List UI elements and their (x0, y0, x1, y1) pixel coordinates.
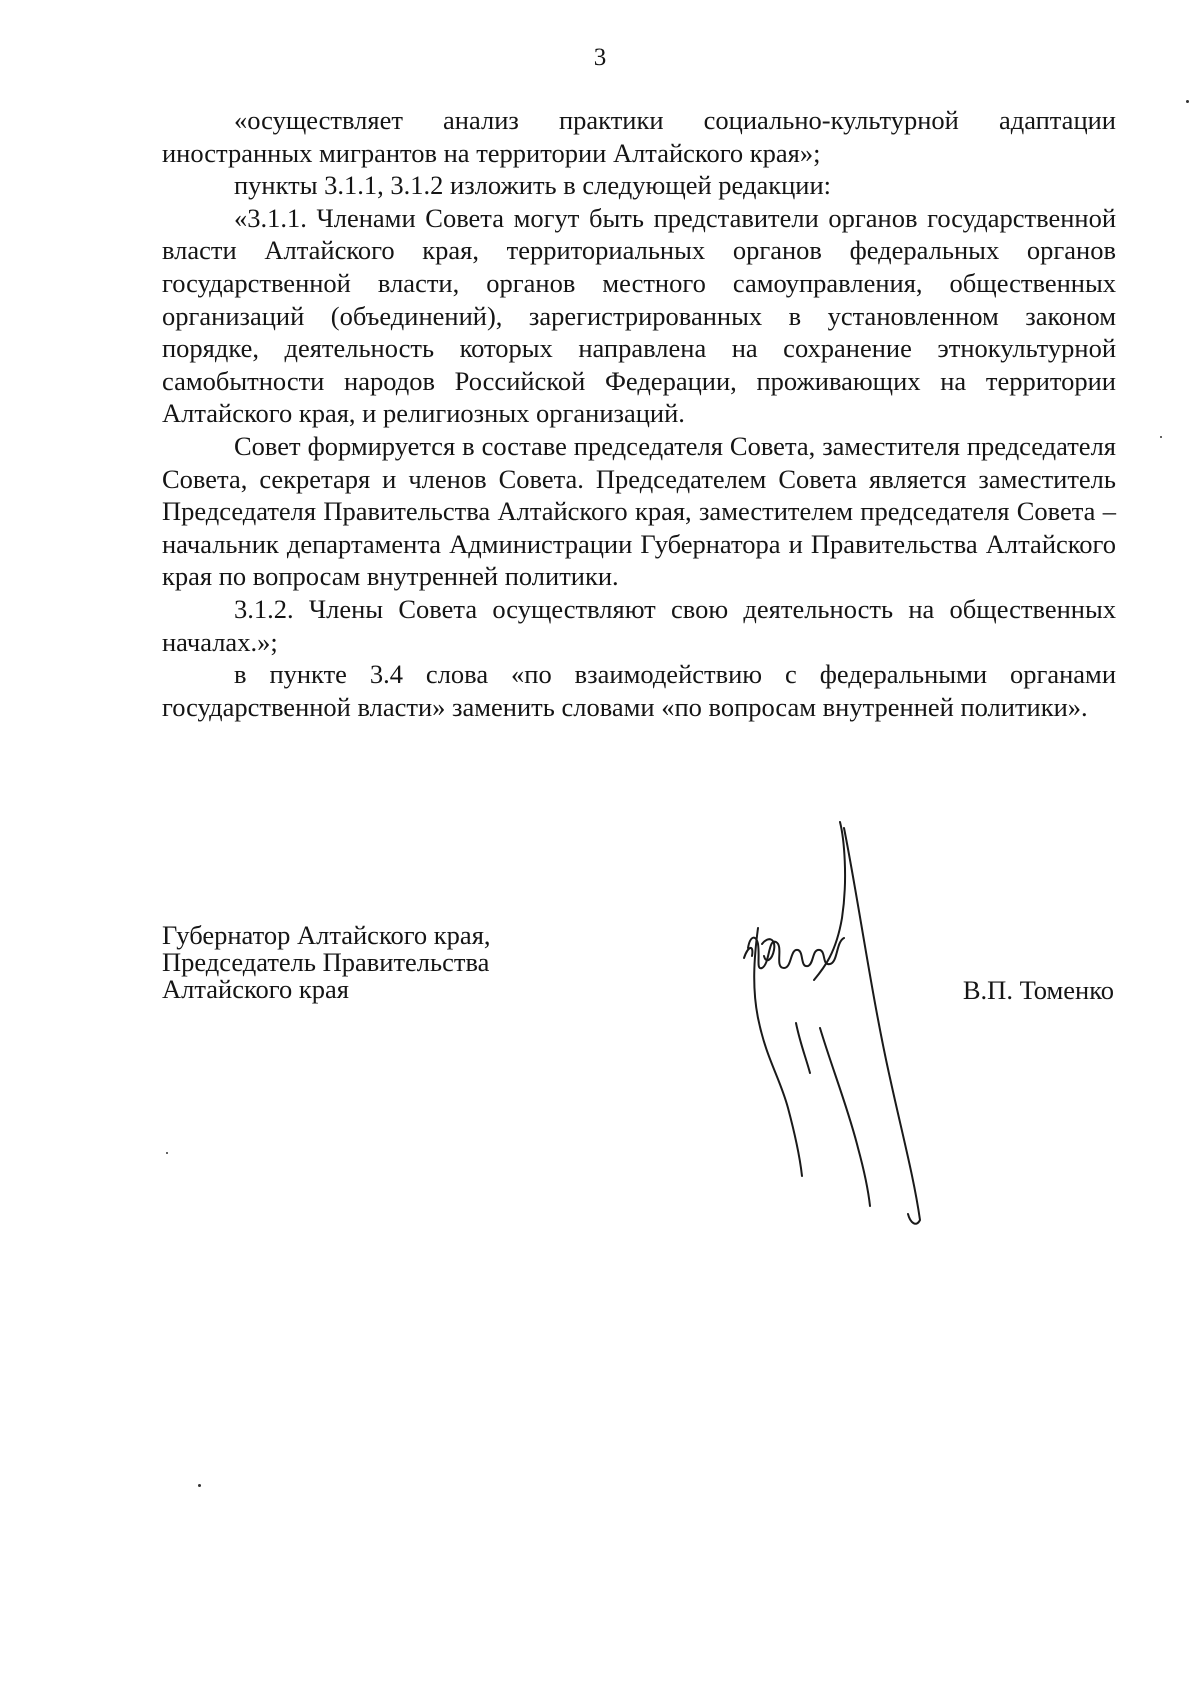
paragraph-points-instruction: пункты 3.1.1, 3.1.2 изложить в следующей редакции: (234, 170, 832, 201)
signatory-title-line: Алтайского края (162, 974, 349, 1004)
paragraph-clause-3-4: в пункте 3.4 слова «по взаимодействию с федеральными органами государственной власти» заменить словами «по вопросам внутренней политики». (162, 659, 1116, 722)
paragraph-clause-3-1-1: «3.1.1. Членами Совета могут быть представители органов государственной власти Алтайского края, территориальных органов федеральных органов государственной власти, органов местного самоуправления, общественных организаций (объединений), зарегистрированных в установленном законом порядке, деятельность которых направлена на сохранение этнокультурной самобытности народов Российской Федерации, проживающих на территории Алтайского края, и религиозных организаций. (162, 202, 1116, 429)
signatory-name: В.П. Томенко (962, 975, 1114, 1005)
paragraph-council-composition: Совет формируется в составе председателя Совета, заместителя председателя Совета, секретаря и членов Совета. Председателем Совета является заместитель Председателя Правительства Алтайского края, заместителем председателя Совета – начальник департамента Администрации Губернатора и Правительства Алтайского края по вопросам внутренней политики. (162, 430, 1116, 592)
handwritten-signature (740, 818, 960, 1238)
scan-speck (1160, 436, 1162, 438)
signatory-title-line: Председатель Правительства (162, 947, 490, 977)
paragraph-amendment-quote: «осуществляет анализ практики социально-культурной адаптации иностранных мигрантов на территории Алтайского края»; (162, 105, 1116, 168)
document-body (162, 104, 1116, 723)
scan-speck (1186, 100, 1189, 103)
scan-speck (166, 1152, 168, 1154)
signatory-title (162, 922, 582, 1003)
scan-speck (198, 1484, 201, 1487)
paragraph-clause-3-1-2: 3.1.2. Члены Совета осуществляют свою деятельность на общественных началах.»; (162, 593, 1116, 657)
page-number: 3 (593, 44, 607, 71)
signatory-title-line: Губернатор Алтайского края, (162, 920, 491, 950)
